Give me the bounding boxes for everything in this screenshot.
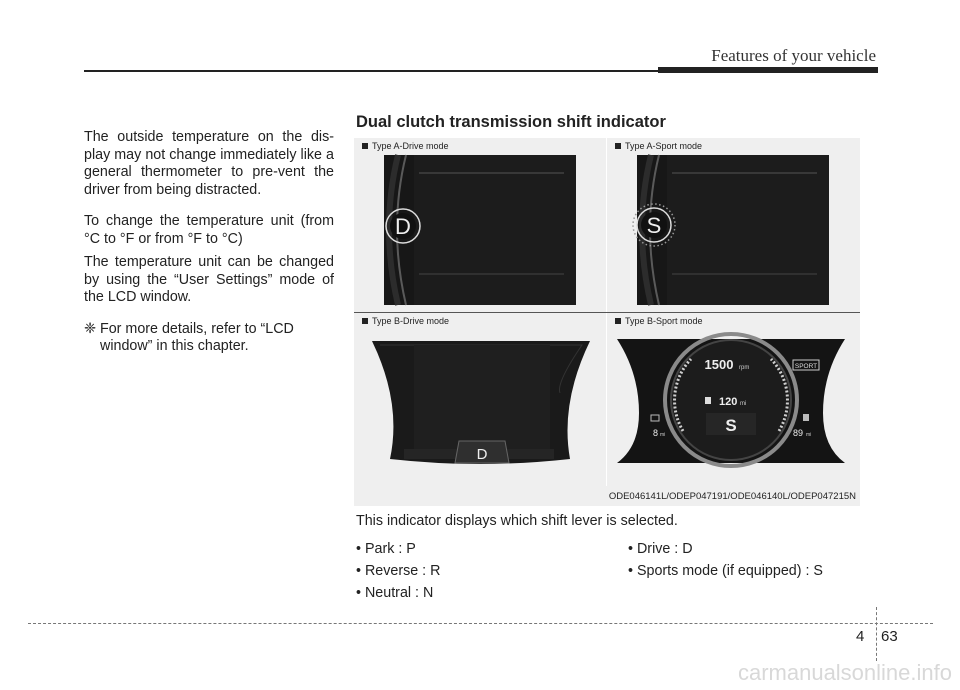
type-b-drive-display: [354, 313, 606, 486]
bullet-list-left: [356, 541, 440, 607]
chapter-number: 4: [856, 628, 865, 645]
watermark: carmanualsonline.info: [737, 660, 952, 685]
section-title: Dual clutch transmission shift indicator: [356, 113, 666, 131]
paragraph-change-unit: To change the temperature unit (from °C to °F or from °F to °C): [84, 213, 334, 247]
cell-type-a-sport: [607, 138, 860, 312]
footer-divider: [876, 607, 877, 661]
list-item: • Drive : D: [628, 541, 693, 557]
page-number: 63: [881, 628, 898, 645]
type-a-sport-display: [607, 138, 860, 312]
note-symbol: ❈: [84, 320, 96, 337]
running-header: Features of your vehicle: [711, 46, 876, 65]
gear-letter-d: D: [395, 214, 411, 239]
range-unit: mi: [740, 401, 747, 407]
cell-type-a-drive: [354, 138, 606, 312]
list-item: • Park : P: [356, 541, 416, 557]
label-type-a-sport: Type A-Sport mode: [615, 141, 702, 151]
note-text: For more details, refer to “LCD window” in this chapter.: [100, 320, 294, 354]
left-trip-value: 8: [653, 428, 659, 438]
type-b-sport-display: [607, 313, 860, 486]
rpm-unit: rpm: [739, 365, 750, 371]
fuel-pump-icon: [705, 397, 711, 404]
gear-letter-s: S: [725, 416, 737, 435]
figure-code: ODE046141L/ODEP047191/ODE046140L/ODEP047215N: [608, 491, 856, 502]
rpm-value: 1500: [704, 357, 734, 372]
bullet-list-right: [628, 541, 823, 585]
left-column: [84, 129, 334, 356]
gear-letter-s: S: [646, 213, 662, 238]
right-trip-value: 89: [793, 428, 804, 438]
cell-type-b-drive: [354, 313, 606, 486]
list-item: • Neutral : N: [356, 585, 434, 601]
list-item: • Sports mode (if equipped) : S: [628, 563, 823, 579]
fuel-icon: [803, 414, 809, 421]
label-type-b-sport: Type B-Sport mode: [615, 316, 703, 326]
range-value: 120: [719, 396, 738, 408]
header-rule-accent: [658, 67, 878, 73]
sport-badge: SPORT: [794, 363, 818, 370]
cell-type-b-sport: [607, 313, 860, 486]
right-trip-unit: mi: [806, 432, 812, 438]
type-a-drive-display: [354, 138, 606, 312]
footer-rule: [28, 623, 933, 624]
label-type-a-drive: Type A-Drive mode: [362, 141, 449, 151]
left-trip-unit: mi: [660, 432, 666, 438]
shift-indicator-figure: [354, 138, 860, 506]
list-item: • Reverse : R: [356, 563, 441, 579]
paragraph-outside-temp: The outside temperature on the dis-play may not change immediately like a general thermometer to pre-vent the driver from being distracted.: [84, 129, 334, 198]
label-type-b-drive: Type B-Drive mode: [362, 316, 449, 326]
paragraph-user-settings: The temperature unit can be changed by using the “User Settings” mode of the LCD window.: [84, 254, 334, 305]
indicator-description: This indicator displays which shift lever is selected.: [356, 513, 678, 529]
reference-note: [84, 321, 334, 356]
gear-letter-d: D: [476, 446, 488, 463]
